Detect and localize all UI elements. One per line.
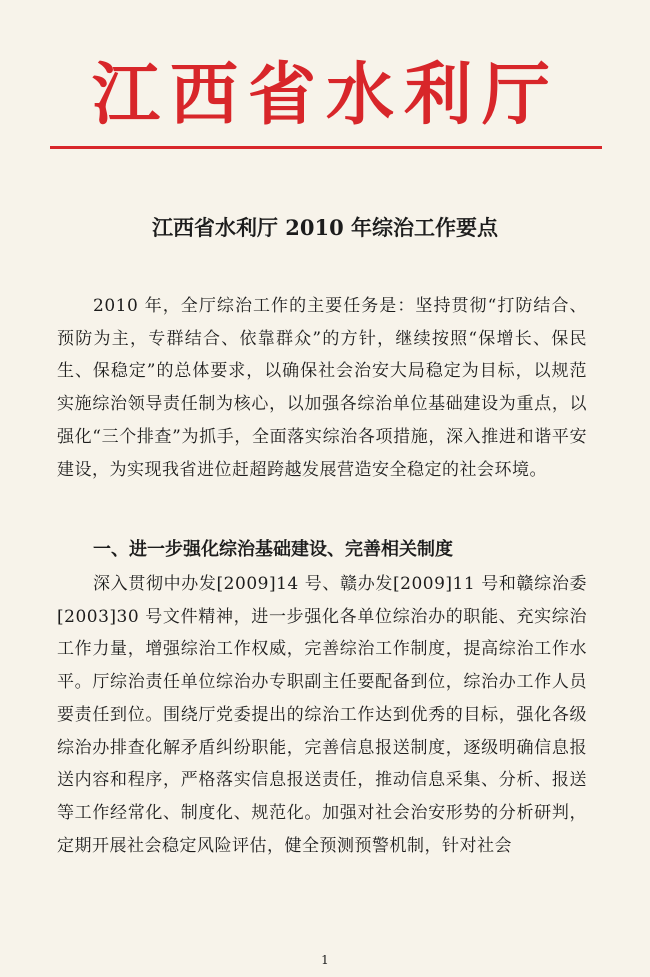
document-title: 江西省水利厅 2010 年综治工作要点 — [151, 215, 499, 240]
section-paragraph: 深入贯彻中办发[2009]14 号、赣办发[2009]11 号和赣综治委[2003]30 号文件精神，进一步强化各单位综治办的职能、充实综治工作力量，增强综治工作权威，完善综治工作制度，提高综治工作水平。厅综治责任单位综治办专职副主任要配备到位，综治办工作人员要责任到位。围绕厅党委提出的综治工作达到优秀的目标，强化各级综治办排查化解矛盾纠纷职能，完善信息报送制度，逐级明确信息报送内容和程序，严格落实信息报送责任，推动信息采集、分析、报送等工作经常化、制度化、规范化。加强对社会治安形势的分析研判，定期开展社会稳定风险评估，健全预测预警机制，针对社会 — [57, 574, 587, 856]
section-heading: 一、进一步强化综治基础建设、完善相关制度 — [93, 539, 453, 560]
organization-letterhead: 江西省水利厅 — [91, 55, 560, 135]
intro-paragraph: 2010 年，全厅综治工作的主要任务是：坚持贯彻“打防结合、预防为主，专群结合、依靠群众”的方针，继续按照“保增长、保民生、保稳定”的总体要求，以确保社会治安大局稳定为目标，以规范实施综治领导责任制为核心，以加强各综治单位基础建设为重点，以强化“三个排查”为抓手，全面落实综治各项措施，深入推进和谐平安建设，为实现我省进位赶超跨越发展营造安全稳定的社会环境。 — [57, 296, 587, 480]
red-divider-line — [50, 146, 602, 149]
page-number: 1 — [321, 953, 329, 967]
